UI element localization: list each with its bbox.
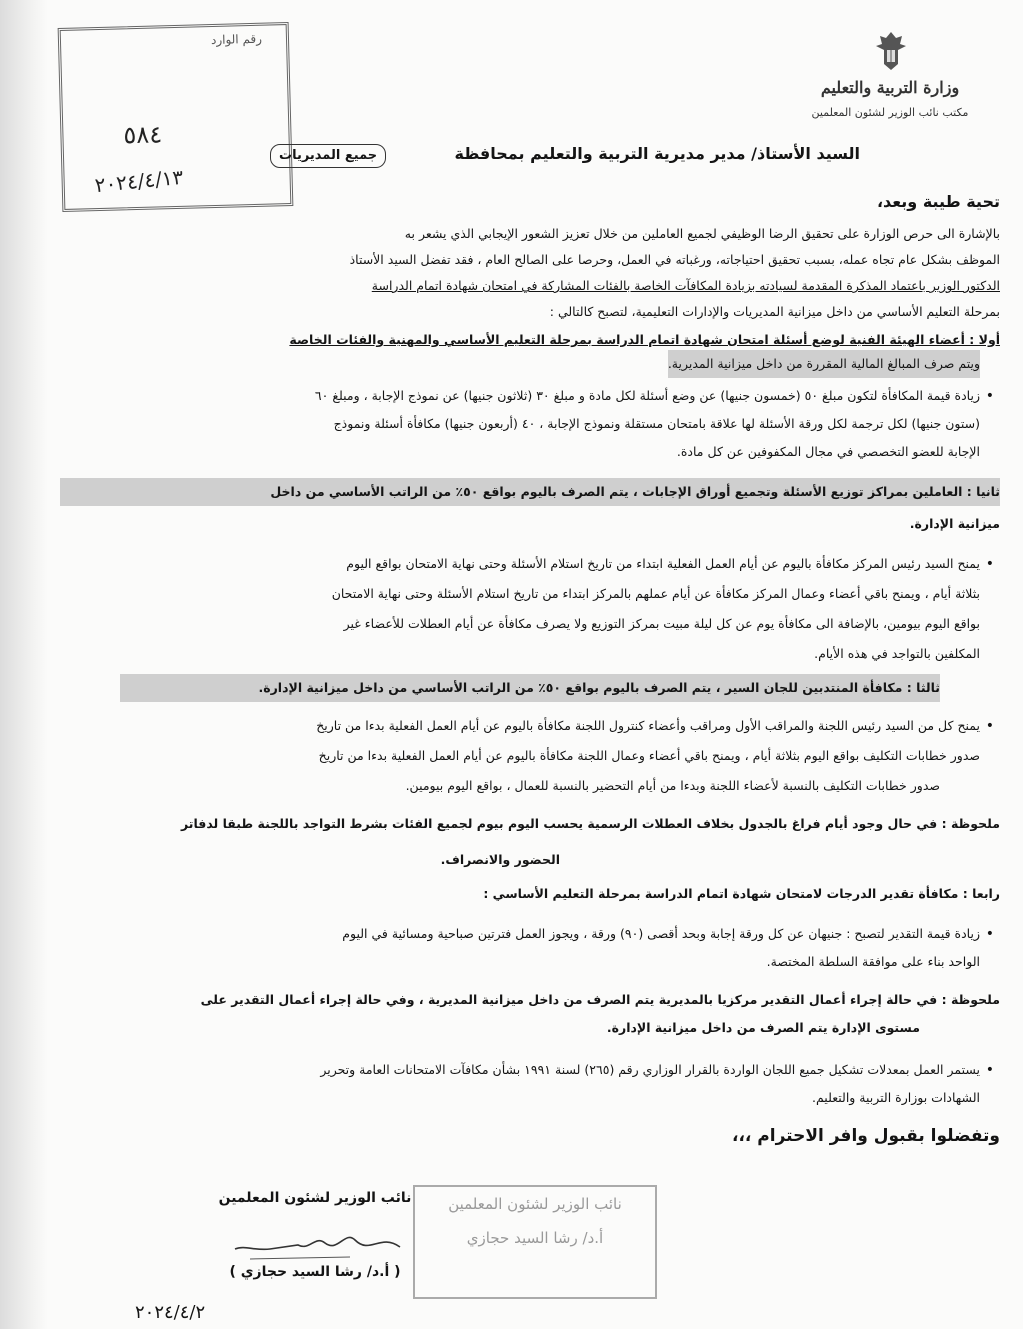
section1-bullet-line-1: • زيادة قيمة المكافأة لتكون مبلغ ٥٠ (خمسون جنيها) عن وضع أسئلة لكل مادة و مبلغ ٣٠ (ثلاثون جنيها) عن نموذج الإجابة ، ومبلغ ٦٠ <box>60 382 980 410</box>
section4-bullet-line-1: • زيادة قيمة التقدير لتصبح : جنيهان عن كل ورقة إجابة وبحد أقصى (٩٠) ورقة ، ويجوز العمل فترتين صباحية ومسائية في اليوم <box>60 920 980 948</box>
seal-name: أ.د/ رشا السيد حجازي <box>466 1229 604 1247</box>
intro-line-2: الموظف بشكل عام تجاه عمله، بسبب تحقيق احتياجاته، ورغباته في العمل، وحرصا على الصالح العام ، فقد تفضل السيد الأستاذ <box>349 252 1000 267</box>
greeting: تحية طيبة وبعد، <box>876 192 1000 211</box>
addressee-line: السيد الأستاذ/ مدير مديرية التربية والتعليم بمحافظة <box>454 144 860 163</box>
closing-line: وتفضلوا بقبول وافر الاحترام ،،، <box>731 1126 1000 1146</box>
bullet-dot: • <box>985 556 994 572</box>
section3-bullet-line-3: صدور خطابات التكليف بالنسبة لأعضاء اللجنة وبدءا من أيام التحضير بالنسبة للعمال ، بواقع اليوم بيومين. <box>405 778 940 793</box>
section3-heading: ثالثا : مكافأة المنتدبين للجان السير ، يتم الصرف باليوم بواقع ٥٠٪ من الراتب الأساسي من داخل ميزانية الإدارة. <box>120 674 940 702</box>
section2-bullet-line-2: بثلاثة أيام ، ويمنح باقي أعضاء وعمال المركز مكافأة عن أيام عملهم بالمركز ابتداء من تاريخ استلام الأسئلة وحتى نهاية الامتحان <box>331 586 980 601</box>
eagle-emblem-icon <box>872 30 910 74</box>
intro-line-1: بالإشارة الى حرص الوزارة على تحقيق الرضا الوظيفي لجميع العاملين من خلال تعزيز الشعور الإيجابي الذي يشعر به <box>404 226 1000 241</box>
intro-line-3: الدكتور الوزير باعتماد المذكرة المقدمة لسيادته بزيادة المكافآت الخاصة بالفئات المشاركة في امتحان شهادة اتمام الدراسة <box>371 278 1000 293</box>
section2-heading-cont: ميزانية الإدارة. <box>909 516 1000 531</box>
ministry-letterhead <box>790 30 990 140</box>
intro-line-4: بمرحلة التعليم الأساسي من داخل ميزانية المديريات والإدارات التعليمية، لتصبح كالتالي : <box>549 304 1000 319</box>
section3-note-line-2: الحضور والانصراف. <box>440 852 560 867</box>
official-seal <box>413 1185 657 1299</box>
office-name: مكتب نائب الوزير لشئون المعلمين <box>811 106 969 119</box>
section1-bullet-line-2: (ستون جنيها) لكل ترجمة لكل ورقة الأسئلة لها علاقة بامتحان مستقلة ونموذج الإجابة ، ٤٠ (أربعون جنيها) مكافأة أسئلة ونموذج <box>333 416 980 431</box>
bullet-dot: • <box>985 388 994 404</box>
signature-date: ٢٠٢٤/٤/٢ <box>135 1302 206 1323</box>
ministry-name: وزارة التربية والتعليم <box>820 78 960 97</box>
section4-note-line-2: مستوى الإدارة يتم الصرف من داخل ميزانية الإدارة. <box>606 1020 920 1035</box>
section2-bullet-line-1: • يمنح السيد رئيس المركز مكافأة باليوم عن أيام العمل الفعلية ابتداء من تاريخ استلام الأسئلة وحتى نهاية الامتحان بواقع اليوم <box>60 550 980 578</box>
section4-note-line-1: ملحوظة : في حالة إجراء أعمال التقدير مركزيا بالمديرية يتم الصرف من داخل ميزانية المديرية ، وفي حالة إجراء أعمال التقدير على <box>200 992 1000 1007</box>
closing-bullet-line-2: الشهادات بوزارة التربية والتعليم. <box>812 1090 980 1105</box>
section1-bullet-line-3: الإجابة للعضو التخصصي في مجال المكفوفين عن كل مادة. <box>676 444 980 459</box>
section3-bullet-line-1: • يمنح كل من السيد رئيس اللجنة والمراقب الأول ومراقب وأعضاء كنترول اللجنة مكافأة باليوم عن أيام العمل الفعلية بدءا من تاريخ <box>60 712 980 740</box>
section1-heading-cont: ويتم صرف المبالغ المالية المقررة من داخل ميزانية المديرية. <box>668 350 980 378</box>
distribution-box: جميع المديريات <box>270 144 386 168</box>
incoming-label: رقم الوارد <box>210 31 263 48</box>
section2-heading: ثانيا : العاملين بمراكز توزيع الأسئلة وتجميع أوراق الإجابات ، يتم الصرف باليوم بواقع ٥٠٪ من الراتب الأساسي من داخل <box>60 478 1000 506</box>
section1-heading: أولا : أعضاء الهيئة الفنية لوضع أسئلة امتحان شهادة اتمام الدراسة بمرحلة التعليم الأساسي والمهنية والفئات الخاصة <box>289 332 1000 347</box>
signature-title: نائب الوزير لشئون المعلمين <box>218 1190 412 1206</box>
section4-bullet-line-2: الواحد بناء على موافقة السلطة المختصة. <box>766 954 980 969</box>
incoming-date: ٢٠٢٤/٤/١٣ <box>93 164 185 198</box>
handwritten-signature-icon <box>230 1225 410 1265</box>
closing-bullet-line-1: • يستمر العمل بمعدلات تشكيل جميع اللجان الواردة بالقرار الوزاري رقم (٢٦٥) لسنة ١٩٩١ بشأن مكافآت الامتحانات العامة وتحرير <box>60 1056 980 1084</box>
scan-shadow <box>0 0 48 1329</box>
section3-note-line-1: ملحوظة : في حال وجود أيام فراغ بالجدول بخلاف العطلات الرسمية يحسب اليوم بيوم لجميع الفئات بشرط التواجد باللجنة طبقا لدفاتر <box>180 816 1000 831</box>
bullet-dot: • <box>985 926 994 942</box>
section2-bullet-line-3: بواقع اليوم بيومين، بالإضافة الى مكافأة يوم عن كل ليلة مبيت بمركز التوزيع ولا يصرف مكافأة عن أيام العطلات للأعضاء غير <box>343 616 980 631</box>
incoming-number: ٥٨٤ <box>123 120 163 150</box>
bullet-dot: • <box>985 1062 994 1078</box>
letter <box>55 20 1000 1323</box>
incoming-stamp <box>58 22 294 212</box>
section4-heading: رابعا : مكافأة تقدير الدرجات لامتحان شهادة اتمام الدراسة بمرحلة التعليم الأساسي : <box>483 886 1000 901</box>
section3-bullet-line-2: صدور خطابات التكليف بواقع اليوم بثلاثة أيام ، ويمنح باقي أعضاء وعمال اللجنة مكافأة باليوم عن أيام العمل الفعلية بدءا من تاريخ <box>318 748 980 763</box>
bullet-dot: • <box>985 718 994 734</box>
section2-bullet-line-4: المكلفين بالتواجد في هذه الأيام. <box>814 646 980 661</box>
signature-name: ( أ.د/ رشا السيد حجازي ) <box>229 1264 401 1280</box>
seal-title: نائب الوزير لشئون المعلمين <box>448 1195 622 1213</box>
